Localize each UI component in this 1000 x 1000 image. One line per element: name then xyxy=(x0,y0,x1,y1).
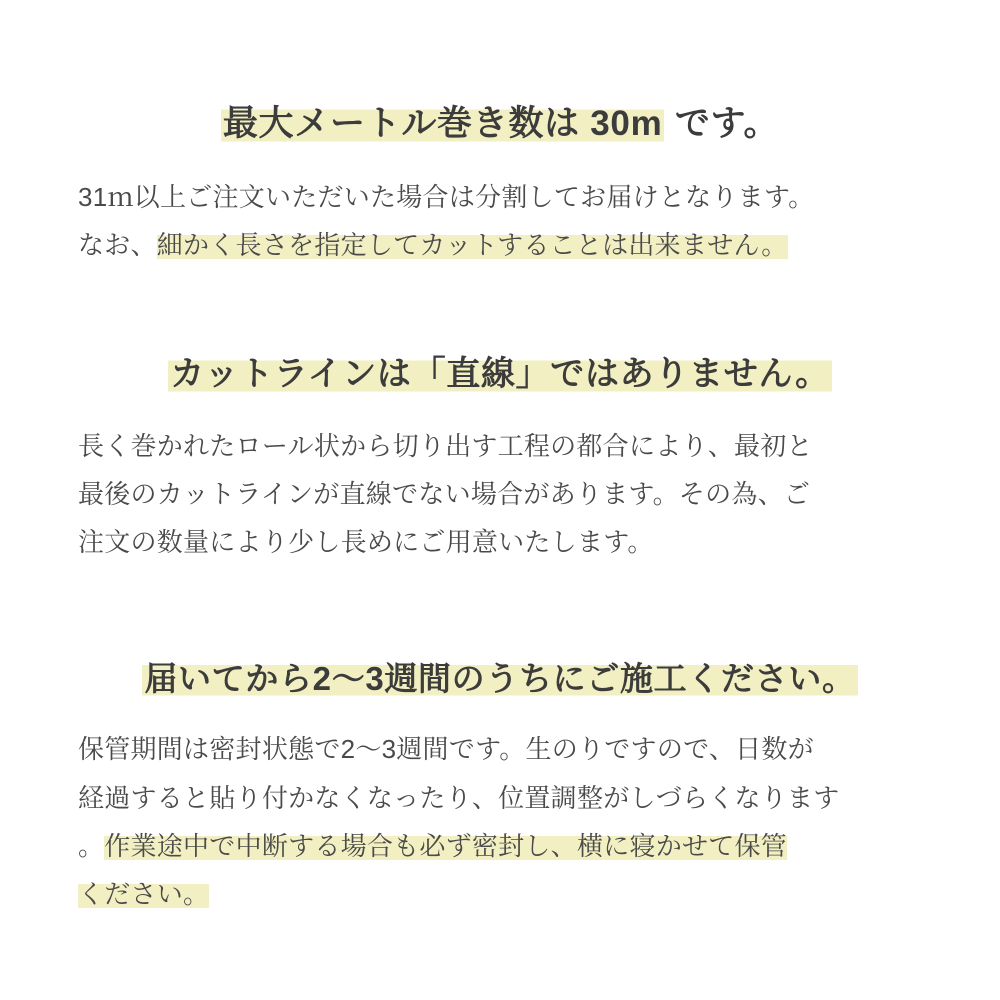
plain-text: 保管期間は密封状態で2〜3週間です。生のりですので、日数が xyxy=(78,734,814,765)
highlighted-text: 届いてから2〜3週間のうちにご施工ください。 xyxy=(144,659,856,697)
body-line xyxy=(78,822,922,870)
section-body xyxy=(78,725,922,917)
highlighted-text: ください。 xyxy=(78,878,210,909)
section-body xyxy=(78,422,922,566)
body-line xyxy=(78,774,922,822)
body-line xyxy=(78,173,922,221)
plain-text: です。 xyxy=(664,104,780,143)
plain-text: 最後のカットラインが直線でない場合があります。その為、ご xyxy=(78,478,811,509)
highlighted-text: 最大メートル巻き数は 30m xyxy=(222,104,663,143)
section-max-length xyxy=(78,98,922,269)
body-line xyxy=(78,470,922,518)
section-installation-period xyxy=(78,654,922,918)
highlighted-text: 作業途中で中断する場合も必ず密封し、横に寝かせて保管 xyxy=(104,830,788,861)
plain-text: 。 xyxy=(78,830,105,861)
section-body xyxy=(78,173,922,269)
body-line xyxy=(78,422,922,470)
body-line xyxy=(78,221,922,269)
body-line xyxy=(78,725,922,773)
section-heading xyxy=(78,654,922,704)
body-line xyxy=(78,518,922,566)
plain-text: 長く巻かれたロール状から切り出す工程の都合により、最初と xyxy=(78,430,813,461)
body-line xyxy=(78,870,922,918)
section-heading xyxy=(78,349,922,400)
plain-text: 注文の数量により少し長めにご用意いたします。 xyxy=(78,526,654,557)
plain-text: なお、 xyxy=(78,229,157,260)
plain-text: 経過すると貼り付かなくなったり、位置調整がしづらくなります xyxy=(78,782,840,813)
section-heading xyxy=(78,98,922,151)
highlighted-text: カットラインは「直線」ではありません。 xyxy=(170,354,830,393)
section-cut-line xyxy=(78,349,922,566)
plain-text: 31ｍ以上ご注文いただいた場合は分割してお届けとなります。 xyxy=(78,181,815,212)
highlighted-text: 細かく長さを指定してカットすることは出来ません。 xyxy=(156,229,788,260)
